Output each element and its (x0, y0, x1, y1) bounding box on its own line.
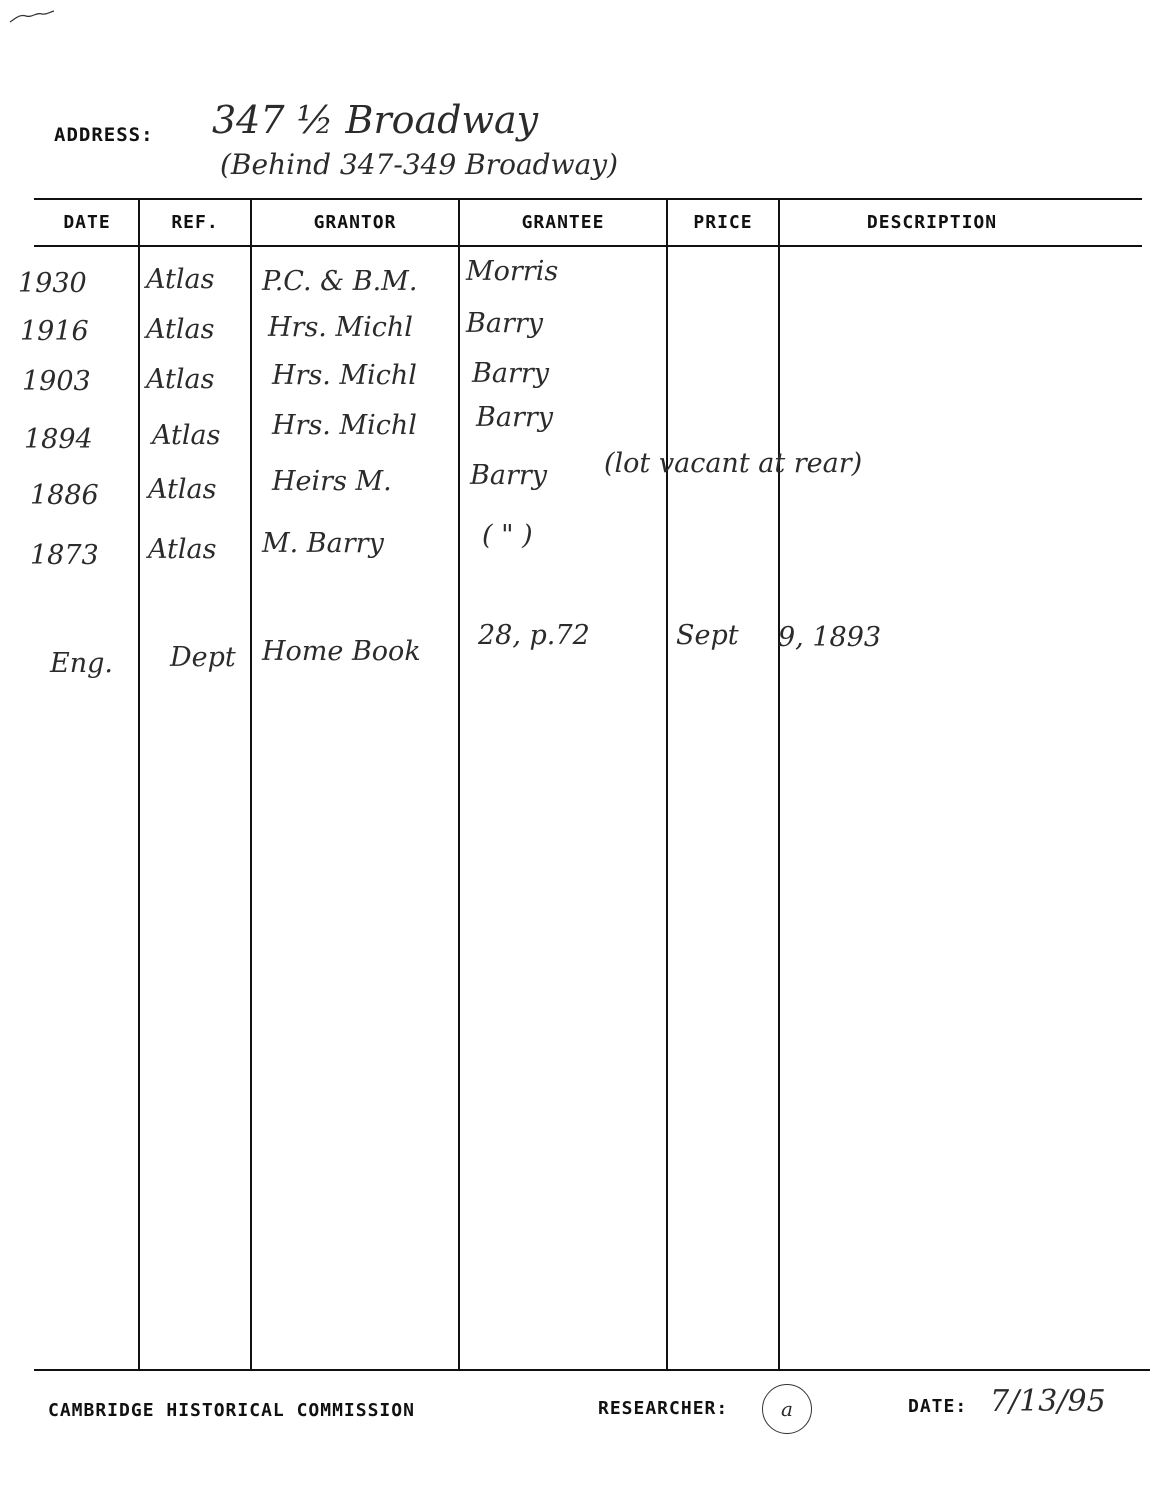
column-header-price: PRICE (693, 212, 753, 233)
row-ref: Atlas (146, 364, 215, 395)
row-grantor: Hrs. Michl (268, 312, 413, 343)
table-top-rule (34, 198, 1142, 200)
date-value: 7/13/95 (990, 1384, 1106, 1419)
row-date: Eng. (50, 648, 113, 679)
row-grantor: M. Barry (262, 528, 384, 559)
row-grantee: Barry (476, 402, 554, 433)
row-date: 1916 (20, 316, 89, 347)
row-date: 1886 (30, 480, 99, 511)
row-grantor: P.C. & B.M. (262, 266, 418, 297)
column-header-ref: REF. (171, 212, 219, 233)
address-line-1: 347 ½ Broadway (212, 98, 539, 142)
row-grantee: Morris (466, 256, 559, 287)
column-divider (458, 200, 460, 1369)
row-grantee: Barry (470, 460, 548, 491)
address-line-2: (Behind 347-349 Broadway) (220, 148, 619, 181)
row-date: 1930 (18, 268, 87, 299)
row-date: 1894 (24, 424, 93, 455)
column-divider (778, 200, 780, 1369)
org-name: CAMBRIDGE HISTORICAL COMMISSION (48, 1400, 415, 1421)
column-header-date: DATE (63, 212, 111, 233)
column-header-grantor: GRANTOR (313, 212, 397, 233)
row-grantor: Hrs. Michl (272, 410, 417, 441)
column-divider (250, 200, 252, 1369)
column-header-description: DESCRIPTION (866, 212, 998, 233)
researcher-initials: a (762, 1384, 812, 1434)
row-ref: Atlas (146, 264, 215, 295)
row-ref: Atlas (152, 420, 221, 451)
row-grantee: ( " ) (482, 520, 533, 551)
row-description: 9, 1893 (778, 622, 882, 653)
row-ref: Atlas (148, 474, 217, 505)
row-ref: Atlas (148, 534, 217, 565)
row-note: (lot vacant at rear) (604, 448, 863, 479)
row-grantee: Barry (472, 358, 550, 389)
column-divider (138, 200, 140, 1369)
row-grantor: Hrs. Michl (272, 360, 417, 391)
row-grantee: Barry (466, 308, 544, 339)
row-grantor: Heirs M. (272, 466, 392, 497)
date-label: DATE: (908, 1396, 968, 1417)
table-header-rule (34, 245, 1142, 247)
row-price: Sept (676, 620, 739, 651)
table-bottom-rule (34, 1369, 1150, 1371)
column-divider (666, 200, 668, 1369)
researcher-label: RESEARCHER: (598, 1398, 729, 1419)
row-grantor: Home Book (262, 636, 421, 667)
column-header-grantee: GRANTEE (521, 212, 605, 233)
row-date: 1873 (30, 540, 99, 571)
row-date: 1903 (22, 366, 91, 397)
row-grantee: 28, p.72 (478, 620, 590, 651)
corner-scribble (8, 6, 56, 26)
address-label: ADDRESS: (54, 124, 154, 146)
row-ref: Dept (170, 642, 236, 673)
row-ref: Atlas (146, 314, 215, 345)
